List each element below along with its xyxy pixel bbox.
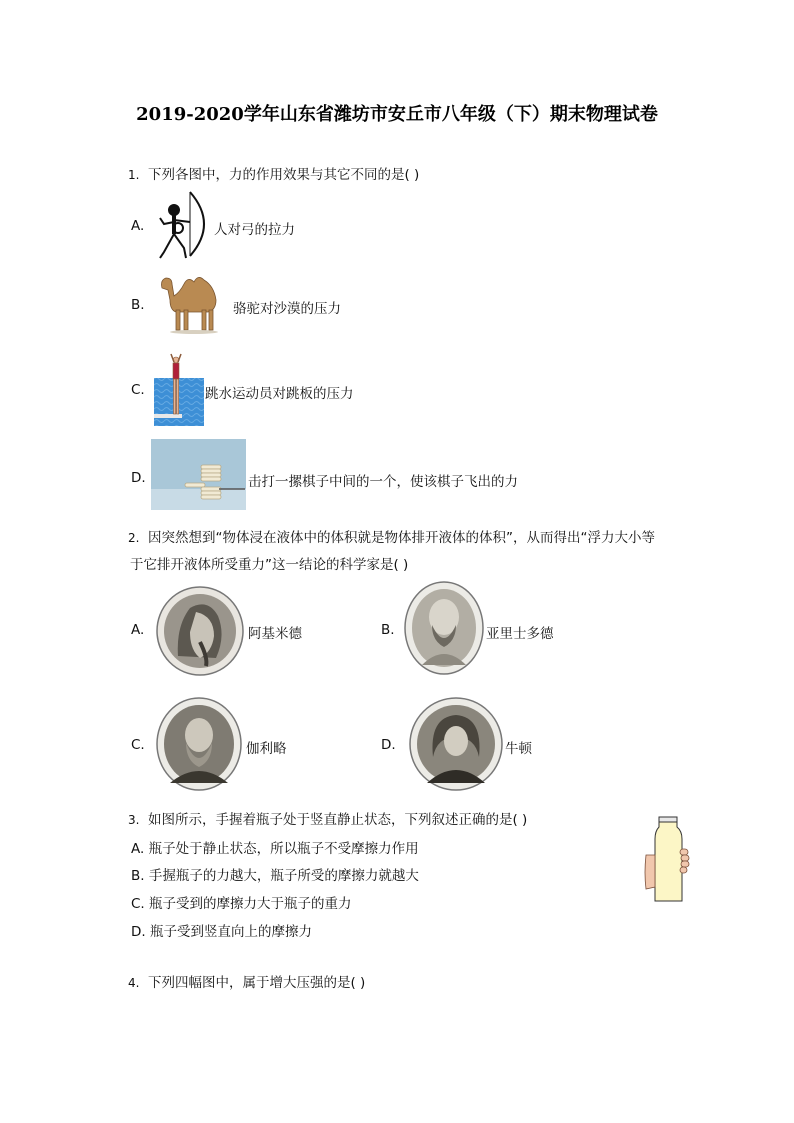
- option-text: 阿基米德: [248, 626, 302, 642]
- question-4-stem: [128, 971, 365, 991]
- aristotle-portrait: [404, 581, 484, 676]
- option-text: 瓶子受到竖直向上的摩擦力: [149, 924, 312, 940]
- newton-portrait: [409, 697, 503, 791]
- option-letter: C.: [131, 737, 145, 753]
- option-text: 击打一摞棋子中间的一个，使该棋子飞出的力: [248, 474, 518, 490]
- checkers-stack-image: [151, 439, 246, 510]
- question-2-stem-line2: 于它排开液体所受重力”这一结论的科学家是( ): [130, 557, 409, 573]
- option-letter: D.: [381, 737, 396, 753]
- page-title: 2019-2020学年山东省潍坊市安丘市八年级（下）期末物理试卷: [136, 104, 658, 125]
- archimedes-portrait: [156, 586, 244, 676]
- option-text: 人对弓的拉力: [214, 222, 295, 238]
- diver-image: [154, 352, 204, 426]
- question-1-stem: [128, 163, 419, 183]
- option-d: [131, 920, 312, 940]
- question-text: 如图所示，手握着瓶子处于竖直静止状态，下列叙述正确的是( ): [148, 812, 528, 828]
- option-letter: D.: [131, 470, 146, 486]
- question-text: 下列各图中，力的作用效果与其它不同的是( ): [148, 167, 420, 183]
- option-text: 跳水运动员对跳板的压力: [205, 386, 354, 402]
- option-letter: B.: [131, 297, 145, 313]
- option-letter: C.: [131, 896, 145, 912]
- option-text: 伽利略: [246, 741, 287, 757]
- option-letter: D.: [131, 924, 146, 940]
- question-number: 4.: [128, 976, 140, 990]
- galileo-portrait: [156, 697, 242, 791]
- option-text: 瓶子处于静止状态，所以瓶子不受摩擦力作用: [148, 841, 419, 857]
- option-letter: C.: [131, 382, 145, 398]
- archer-image: [156, 188, 212, 260]
- option-letter: A.: [131, 622, 145, 638]
- option-b: [131, 864, 419, 884]
- bottle-in-hand-image: [644, 815, 692, 905]
- option-c: [131, 892, 352, 912]
- question-number: 2.: [128, 531, 140, 545]
- question-3-stem: [128, 808, 527, 828]
- question-number: 1.: [128, 168, 140, 182]
- question-number: 3.: [128, 813, 140, 827]
- option-text: 骆驼对沙漠的压力: [233, 301, 341, 317]
- option-a: [131, 837, 419, 857]
- option-letter: A.: [131, 841, 145, 857]
- question-text: 因突然想到“物体浸在液体中的体积就是物体排开液体的体积”，从而得出“浮力大小等: [148, 530, 655, 546]
- question-text: 下列四幅图中，属于增大压强的是( ): [148, 975, 366, 991]
- option-letter: B.: [381, 622, 395, 638]
- question-2-stem: [128, 526, 655, 546]
- camel-image: [156, 270, 224, 336]
- option-letter: B.: [131, 868, 145, 884]
- option-text: 瓶子受到的摩擦力大于瓶子的重力: [149, 896, 352, 912]
- option-letter: A.: [131, 218, 145, 234]
- option-text: 牛顿: [505, 741, 532, 757]
- option-text: 亚里士多德: [486, 626, 554, 642]
- option-text: 手握瓶子的力越大，瓶子所受的摩擦力就越大: [148, 868, 419, 884]
